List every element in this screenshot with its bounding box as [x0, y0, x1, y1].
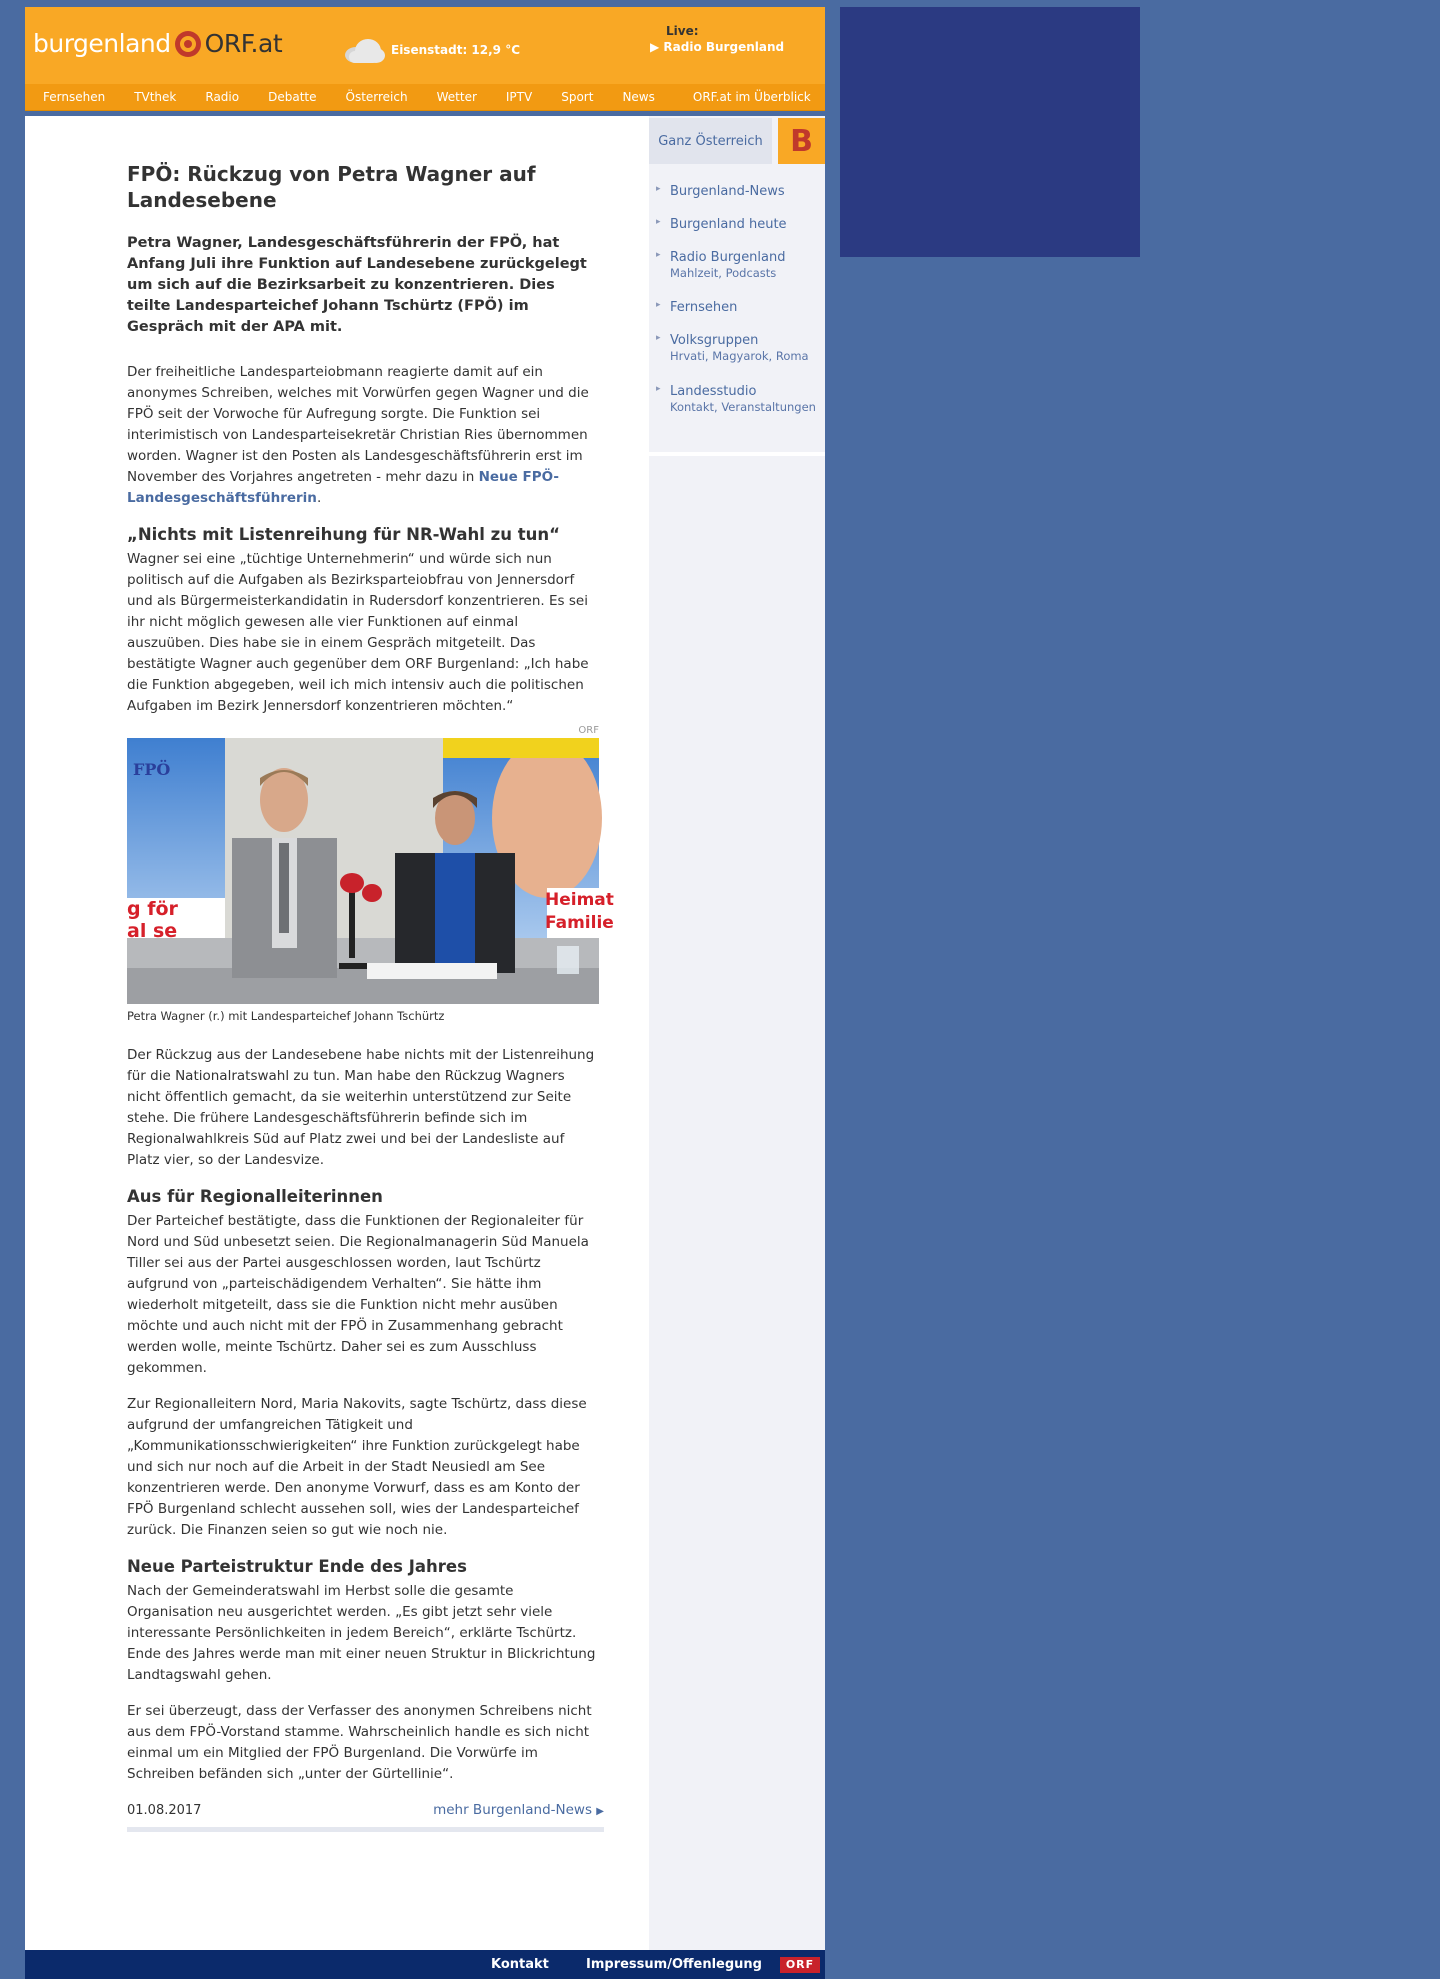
logo-brand-text: ORF.at [204, 29, 283, 58]
sidebar-item-label: Burgenland heute [670, 217, 787, 232]
sidebar-item-burgenland-news[interactable] [670, 184, 785, 199]
article-paragraph: Zur Regionalleitern Nord, Maria Nakovits, sagte Tschürtz, dass diese aufgrund der umfangreichen Tätigkeit und „Kommunikationsschwierigkeiten“ ihre Funktion zurückgelegt habe und sich nur noch auf die Arbeit in der Stadt Neusiedl am See konzentrieren werde. Den anonyme Vorwurf, dass es am Konto der FPÖ Burgenland schlecht aussehen soll, wies der Landesparteichef zurück. Die Finanzen seien so gut wie noch nie. [127, 1396, 587, 1538]
sidebar-item-sub[interactable]: Hrvati, Magyarok, Roma [670, 349, 809, 363]
image-caption: Petra Wagner (r.) mit Landesparteichef Johann Tschürtz [127, 1009, 445, 1023]
photo-scene [127, 738, 599, 1004]
sidebar-item-label: Fernsehen [670, 300, 738, 315]
paragraph-text: Der freiheitliche Landesparteiobmann reagierte damit auf ein anonymes Schreiben, welches mit Vorwürfen gegen Wagner und die FPÖ seit der Vorwoche für Aufregung sorgte. Die Funktion sei interimistisch von Landesparteisekretär Christian Ries übernommen worden. Wagner ist den Posten als Landesgeschäftsführerin erst im November des Vorjahres angetreten - mehr dazu in [127, 364, 589, 485]
related-article-link[interactable]: Neue FPÖ-Landesgeschäftsführerin [127, 469, 559, 506]
sidebar-item-radio-burgenland[interactable] [670, 250, 786, 281]
orf-eye-icon [175, 31, 201, 57]
main-nav [25, 84, 825, 111]
poster-logo-text: FPÖ [133, 760, 171, 779]
sidebar-item-label: Burgenland-News [670, 184, 785, 199]
nav-item-news[interactable]: News [622, 90, 655, 104]
article-date: 01.08.2017 [127, 1802, 202, 1818]
cloud-icon [341, 35, 385, 65]
footer-contact-link[interactable]: Kontakt [491, 1957, 549, 1972]
paragraph-end: . [316, 490, 322, 506]
orf-logo-icon[interactable]: ORF [780, 1957, 820, 1973]
site-header [25, 7, 825, 84]
footer-imprint-link[interactable]: Impressum/Offenlegung [586, 1957, 762, 1972]
article-paragraph: Wagner sei eine „tüchtige Unternehmerin“ und würde sich nun politisch auf die Aufgaben als Bezirksparteiobfrau von Jennersdorf und als Bürgermeisterkandidatin in Rudersdorf konzentrieren. Es sei ihr nicht möglich gewesen alle vier Funktionen auf einmal auszuüben. Dies habe sie in einem Gespräch mitgeteilt. Das bestätigte Wagner auch gegenüber dem ORF Burgenland: „Ich habe die Funktion abgegeben, weil ich mich intensiv auch die politischen Aufgaben im Bezirk Jennersdorf konzentrieren möchten.“ [127, 551, 589, 714]
advertisement-banner[interactable] [840, 7, 1140, 257]
article-paragraph: Der Rückzug aus der Landesebene habe nichts mit der Listenreihung für die Nationalratswahl zu tun. Man habe den Rückzug Wagners nicht öffentlich gemacht, da sie weiterhin unterstützend zur Seite stehe. Die frühere Landesgeschäftsführerin befinde sich im Regionalwahlkreis Süd auf Platz zwei und bei der Landesliste auf Platz vier, so der Landesvize. [127, 1047, 595, 1168]
image-credit: ORF [578, 725, 599, 736]
sidebar-item-label: Landesstudio [670, 384, 757, 399]
article [127, 161, 614, 1832]
nav-item-debatte[interactable]: Debatte [268, 90, 317, 104]
nav-item-fernsehen[interactable]: Fernsehen [43, 90, 106, 104]
live-radio[interactable] [650, 23, 784, 55]
live-station-link[interactable]: ▶ Radio Burgenland [650, 40, 785, 54]
region-tab-austria[interactable]: Ganz Österreich [649, 118, 772, 164]
more-news-label: mehr Burgenland-News [433, 1802, 592, 1818]
article-subheading: Aus für Regionalleiterinnen [127, 1187, 383, 1206]
sidebar-item-fernsehen[interactable] [670, 300, 737, 315]
article-paragraph [127, 362, 599, 509]
article-paragraph: Nach der Gemeinderatswahl im Herbst solle die gesamte Organisation neu ausgerichtet werden. „Es gibt jetzt sehr viele interessante Persönlichkeiten in jedem Bereich“, erklärte Tschürtz. Ende des Jahres werde man mit einer neuen Struktur in Blickrichtung Landtagswahl gehen. [127, 1583, 596, 1683]
nav-item-orf-overview[interactable]: ORF.at im Überblick [692, 90, 811, 104]
sidebar-item-label: Radio Burgenland [670, 250, 786, 265]
sidebar-item-sub[interactable]: Mahlzeit, Podcasts [670, 266, 777, 280]
sidebar-item-volksgruppen[interactable] [670, 333, 809, 364]
nav-item-radio[interactable]: Radio [205, 90, 240, 104]
poster-slogan-text: Familie [545, 913, 614, 933]
weather-widget[interactable] [341, 35, 520, 65]
poster-slogan-text: Heimat [545, 890, 614, 910]
article-photo[interactable] [127, 738, 614, 1004]
sidebar-divider [649, 452, 825, 456]
sidebar-nav [649, 170, 825, 454]
nav-item-sport[interactable]: Sport [561, 90, 594, 104]
sidebar-item-label: Volksgruppen [670, 333, 759, 348]
poster-slogan-text: g för [127, 898, 178, 920]
article-footer [127, 1799, 604, 1832]
article-headline: FPÖ: Rückzug von Petra Wagner auf Landesebene [127, 162, 536, 212]
article-subheading: Neue Parteistruktur Ende des Jahres [127, 1557, 467, 1576]
live-label: Live: [666, 24, 699, 38]
nav-item-wetter[interactable]: Wetter [436, 90, 477, 104]
nav-item-iptv[interactable]: IPTV [505, 90, 533, 104]
site-logo[interactable] [33, 29, 282, 58]
region-badge-burgenland[interactable]: B [778, 118, 825, 164]
sidebar-item-sub[interactable]: Kontakt, Veranstaltungen [670, 400, 816, 414]
sidebar-item-landesstudio[interactable] [670, 384, 820, 415]
article-paragraph: Er sei überzeugt, dass der Verfasser des anonymen Schreibens nicht aus dem FPÖ-Vorstand stamme. Wahrscheinlich handle es sich nicht einmal um ein Mitglied der FPÖ Burgenland. Die Vorwürfe im Schreiben befänden sich „unter der Gürtellinie“. [127, 1703, 592, 1782]
site-footer [25, 1950, 825, 1979]
poster-slogan-text: al se [127, 920, 178, 942]
article-subheading: „Nichts mit Listenreihung für NR-Wahl zu tun“ [127, 525, 561, 544]
arrow-right-icon: ▶ [596, 1806, 604, 1817]
logo-region-text: burgenland [33, 29, 171, 58]
article-lead: Petra Wagner, Landesgeschäftsführerin der FPÖ, hat Anfang Juli ihre Funktion auf Landesebene zurückgelegt um sich auf die Bezirksarbeit zu konzentrieren. Dies teilte Landesparteichef Johann Tschürtz (FPÖ) im Gespräch mit der APA mit. [127, 235, 587, 335]
more-news-link[interactable] [433, 1802, 604, 1818]
article-paragraph: Der Parteichef bestätigte, dass die Funktionen der Regionaleiter für Nord und Süd unbesetzt seien. Die Regionalmanagerin Süd Manuela Tiller sei aus der Partei ausgeschlossen worden, laut Tschürtz aufgrund von „parteischädigendem Verhalten“. Sie hätte ihm wiederholt mitgeteilt, dass sie die Funktion nicht mehr ausüben möchte und auch nicht mit der FPÖ in Zusammenhang gebracht werden wolle, meinte Tschürtz. Daher sei es zum Ausschluss gekommen. [127, 1213, 589, 1376]
nav-item-tvthek[interactable]: TVthek [134, 90, 177, 104]
nav-item-oesterreich[interactable]: Österreich [345, 90, 408, 104]
sidebar-item-burgenland-heute[interactable] [670, 217, 787, 232]
weather-text: Eisenstadt: 12,9 °C [391, 43, 521, 57]
